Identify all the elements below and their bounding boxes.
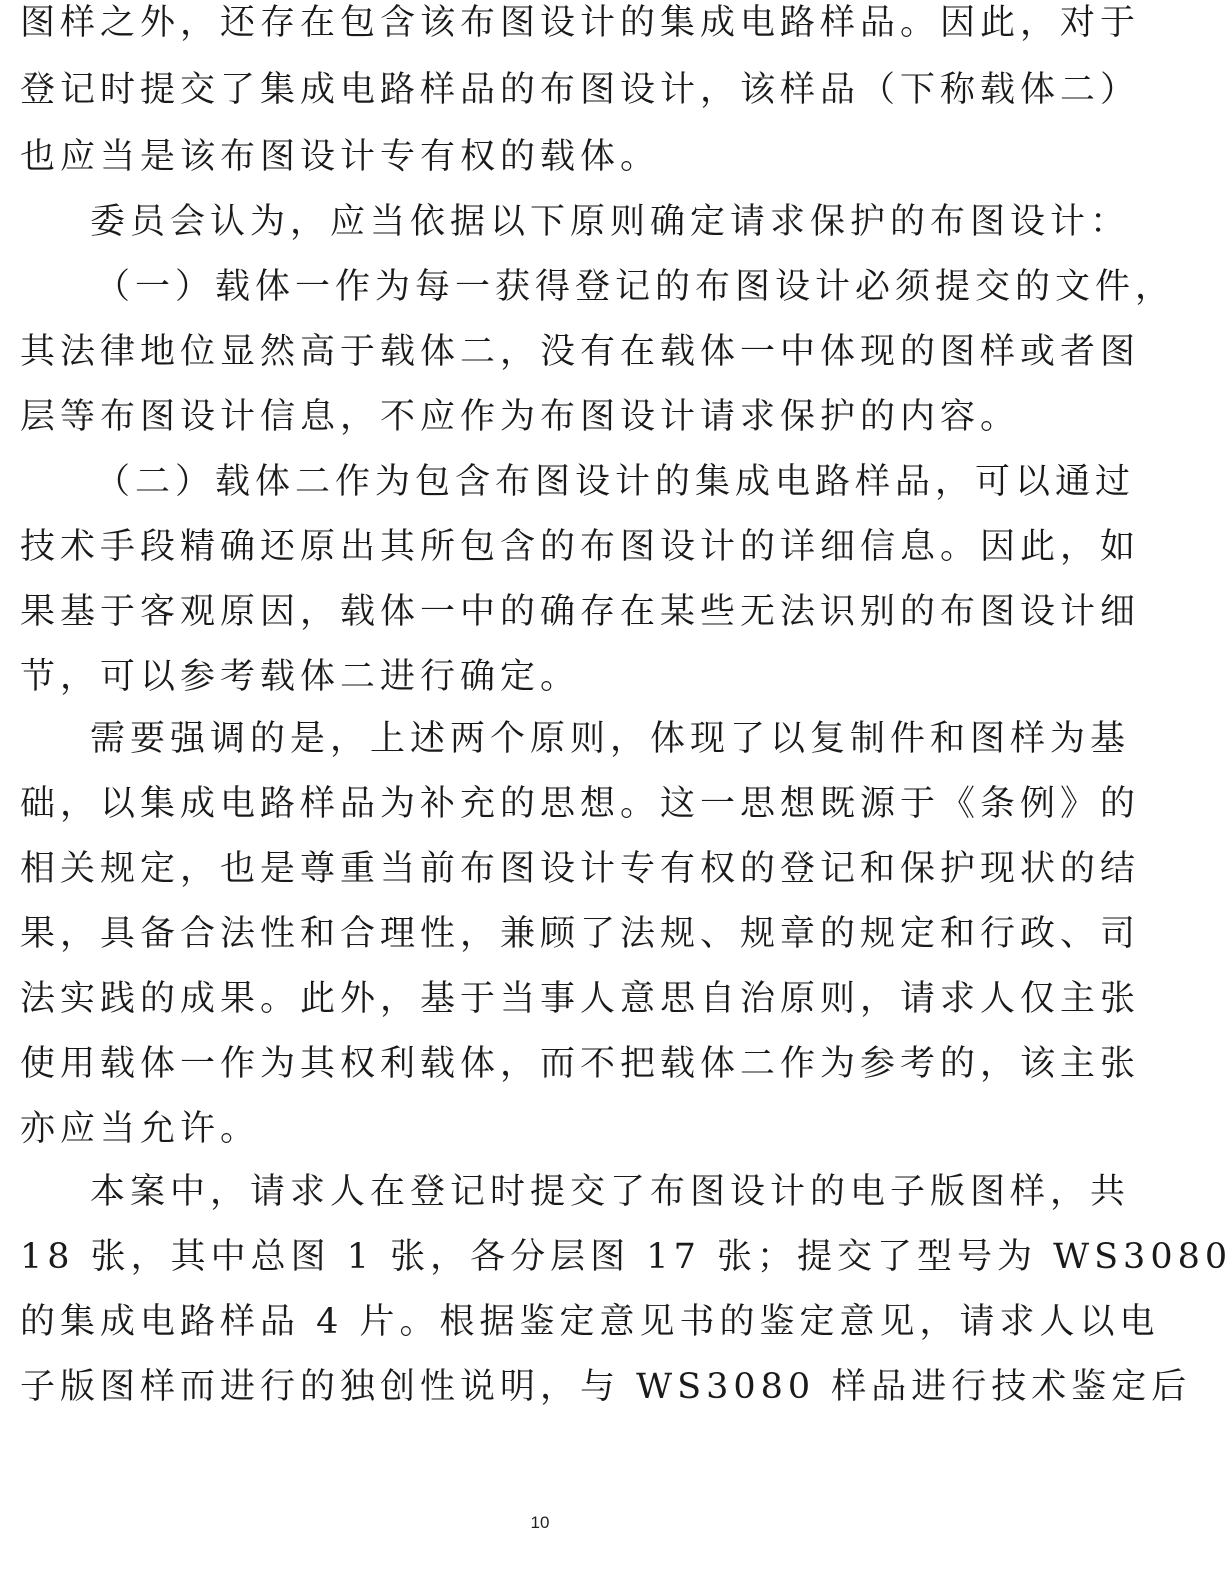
text-line: 本案中，请求人在登记时提交了布图设计的电子版图样，共: [90, 1172, 1131, 1212]
text-line: 需要强调的是，上述两个原则，体现了以复制件和图样为基: [90, 719, 1131, 759]
text-line: 技术手段精确还原出其所包含的布图设计的详细信息。因此，如: [20, 527, 1141, 567]
text-line: 的集成电路样品 4 片。根据鉴定意见书的鉴定意见，请求人以电: [20, 1302, 1160, 1342]
text-line: 亦应当允许。: [20, 1109, 261, 1149]
text-line: 其法律地位显然高于载体二，没有在载体一中体现的图样或者图: [20, 332, 1141, 372]
text-line: 层等布图设计信息，不应作为布图设计请求保护的内容。: [20, 397, 1021, 437]
text-line: 18 张，其中总图 1 张，各分层图 17 张；提交了型号为 WS3080: [20, 1237, 1232, 1277]
text-line: （二）载体二作为包含布图设计的集成电路样品，可以通过: [95, 462, 1136, 502]
text-line: 果，具备合法性和合理性，兼顾了法规、规章的规定和行政、司: [20, 914, 1141, 954]
text-line: （一）载体一作为每一获得登记的布图设计必须提交的文件，: [95, 267, 1176, 307]
text-line: 委员会认为，应当依据以下原则确定请求保护的布图设计：: [90, 202, 1131, 242]
text-line: 登记时提交了集成电路样品的布图设计，该样品（下称载体二）: [20, 70, 1141, 110]
page-number: 10: [530, 1513, 550, 1532]
text-line: 也应当是该布图设计专有权的载体。: [20, 137, 661, 177]
text-line: 法实践的成果。此外，基于当事人意思自治原则，请求人仅主张: [20, 979, 1141, 1019]
text-line: 相关规定，也是尊重当前布图设计专有权的登记和保护现状的结: [20, 849, 1141, 889]
text-line: 图样之外，还存在包含该布图设计的集成电路样品。因此，对于: [20, 3, 1141, 43]
text-line: 础，以集成电路样品为补充的思想。这一思想既源于《条例》的: [20, 784, 1141, 824]
text-line: 果基于客观原因，载体一中的确存在某些无法识别的布图设计细: [20, 592, 1141, 632]
text-line: 节，可以参考载体二进行确定。: [20, 657, 581, 697]
text-line: 使用载体一作为其权利载体，而不把载体二作为参考的，该主张: [20, 1044, 1141, 1084]
text-line: 子版图样而进行的独创性说明，与 WS3080 样品进行技术鉴定后: [20, 1367, 1192, 1407]
